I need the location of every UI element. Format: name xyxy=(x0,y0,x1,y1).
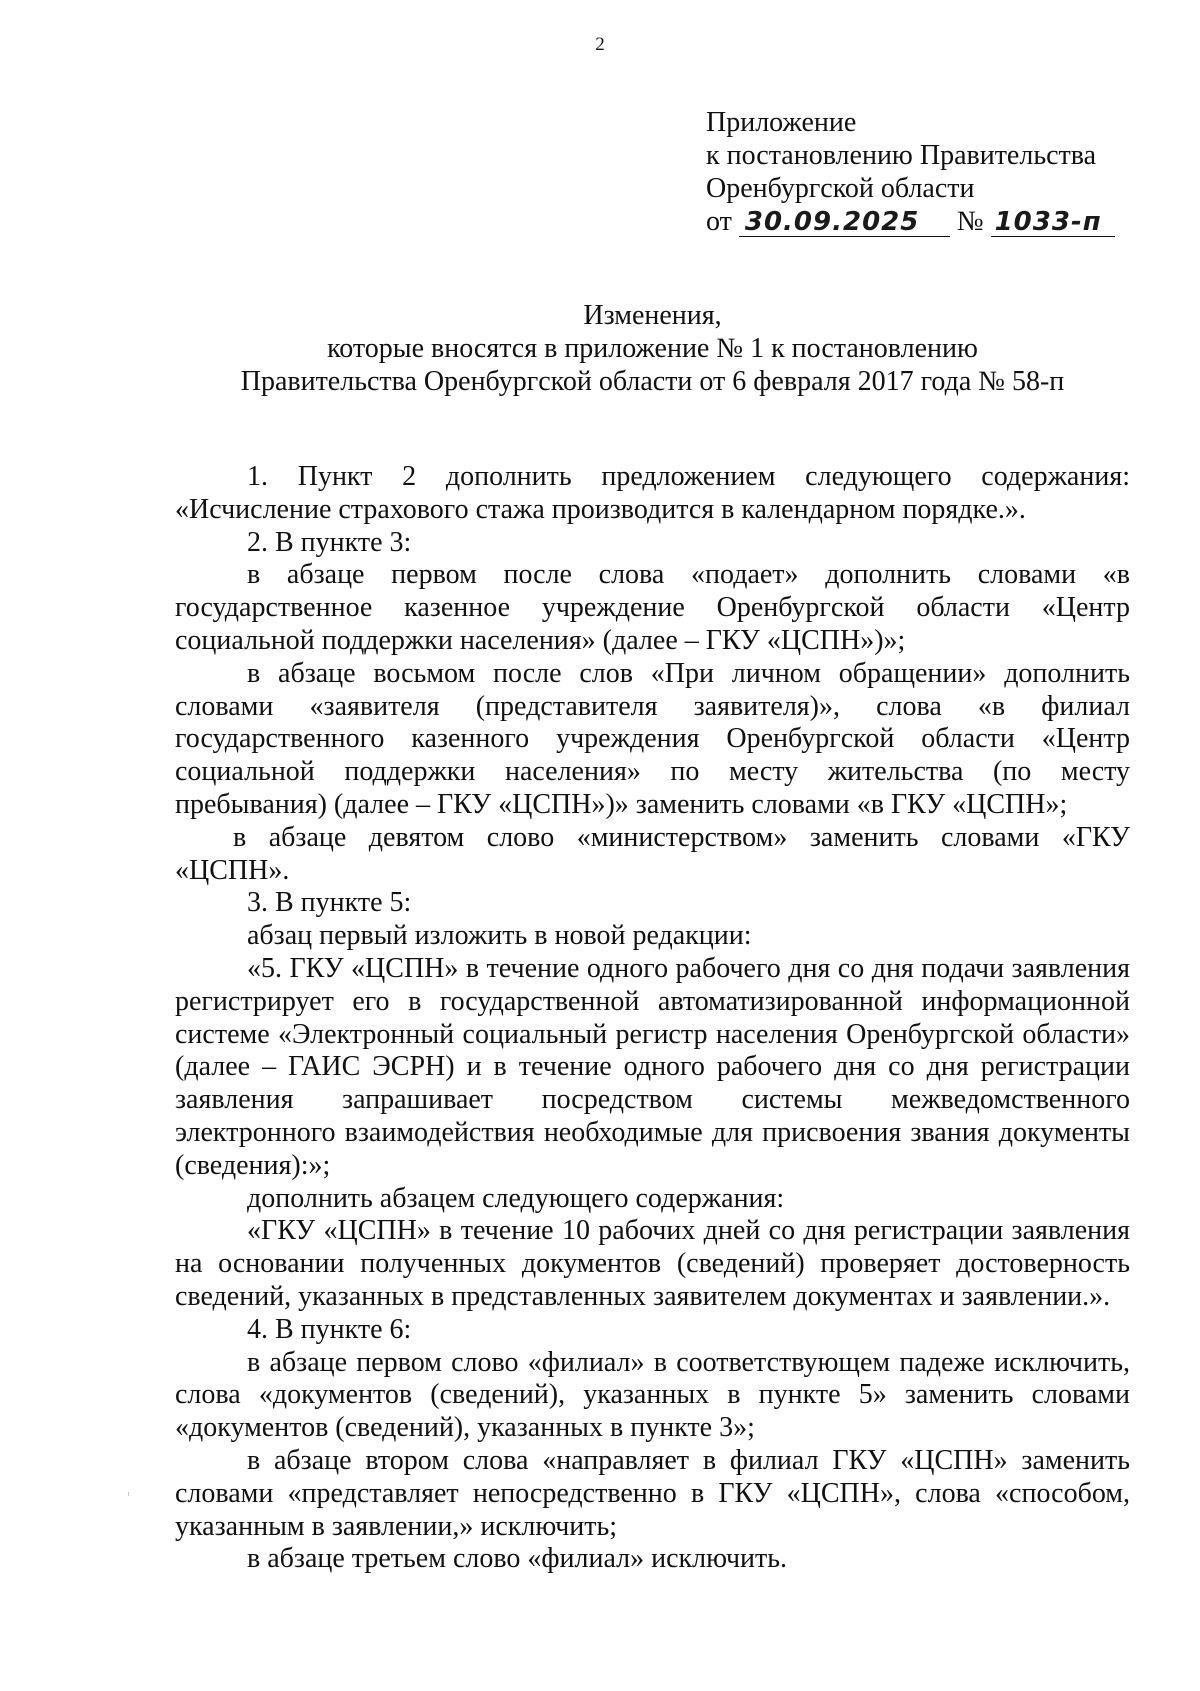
paragraph: в абзаце втором слова «направляет в филиал ГКУ «ЦСПН» заменить словами «представляет непосредственно в ГКУ «ЦСПН», слова «способом, указанным в заявлении,» исключить; xyxy=(175,1444,1130,1542)
paragraph: в абзаце восьмом после слов «При личном обращении» дополнить словами «заявителя (представителя заявителя)», слова «в филиал государственного казенного учреждения Оренбургской области «Центр социальной поддержки населения» по месту жительства (по месту пребывания) (далее – ГКУ «ЦСПН»)» заменить словами «в ГКУ «ЦСПН»; xyxy=(175,657,1130,820)
number-label: № xyxy=(956,206,984,237)
appendix-resolution-line: к постановлению Правительства xyxy=(706,140,1097,171)
paragraph: в абзаце первом слово «филиал» в соответствующем падеже исключить, слова «документов (сведений), указанных в пункте 5» заменить словами «документов (сведений), указанных в пункте 3»; xyxy=(175,1346,1130,1444)
document-heading xyxy=(175,299,1130,398)
paragraph: в абзаце третьем слово «филиал» исключить. xyxy=(247,1543,788,1575)
page-number: 2 xyxy=(595,34,605,55)
paragraph: в абзаце первом после слова «подает» дополнить словами «в государственное казенное учреждение Оренбургской области «Центр социальной поддержки населения» (далее – ГКУ «ЦСПН»)»; xyxy=(175,559,1130,656)
heading-subtitle-1: которые вносятся в приложение № 1 к постановлению xyxy=(327,333,978,364)
paragraph-item-4-heading: 4. В пункте 6: xyxy=(247,1313,412,1345)
heading-subtitle-2: Правительства Оренбургской области от 6 февраля 2017 года № 58-п xyxy=(240,366,1065,397)
handwritten-number: 1033-п xyxy=(991,208,1115,237)
appendix-header xyxy=(706,106,1115,238)
paragraph: абзац первый изложить в новой редакции: xyxy=(247,920,752,952)
handwritten-date: 30.09.2025 xyxy=(739,208,950,237)
paragraph-item-1: 1. Пункт 2 дополнить предложением следующего содержания: «Исчисление страхового стажа производится в календарном порядке.». xyxy=(175,461,1130,525)
appendix-title: Приложение xyxy=(706,107,857,138)
paragraph-item-3-heading: 3. В пункте 5: xyxy=(247,887,412,919)
document-body xyxy=(175,461,1130,1576)
paragraph-quoted: «ГКУ «ЦСПН» в течение 10 рабочих дней со дня регистрации заявления на основании полученных документов (сведений) проверяет достоверность сведений, указанных в представленных заявителем документах и заявлении.». xyxy=(175,1215,1130,1312)
scan-mark xyxy=(128,1492,129,1496)
paragraph: дополнить абзацем следующего содержания: xyxy=(247,1182,785,1214)
paragraph-item-2-heading: 2. В пункте 3: xyxy=(247,526,412,558)
appendix-date-number-line xyxy=(706,205,1115,238)
paragraph: в абзаце девятом слово «министерством» заменить словами «ГКУ «ЦСПН». xyxy=(175,821,1130,886)
heading-title: Изменения, xyxy=(583,300,722,331)
appendix-region-line: Оренбургской области xyxy=(706,173,975,204)
from-label: от xyxy=(706,206,732,237)
paragraph-quoted: «5. ГКУ «ЦСПН» в течение одного рабочего дня со дня подачи заявления регистрирует его в государственной автоматизированной информационной системе «Электронный социальный регистр населения Оренбургской области» (далее – ГАИС ЭСРН) и в течение одного рабочего дня со дня регистрации заявления запрашивает посредством системы межведомственного электронного взаимодействия необходимые для присвоения звания документы (сведения):»; xyxy=(175,952,1130,1181)
